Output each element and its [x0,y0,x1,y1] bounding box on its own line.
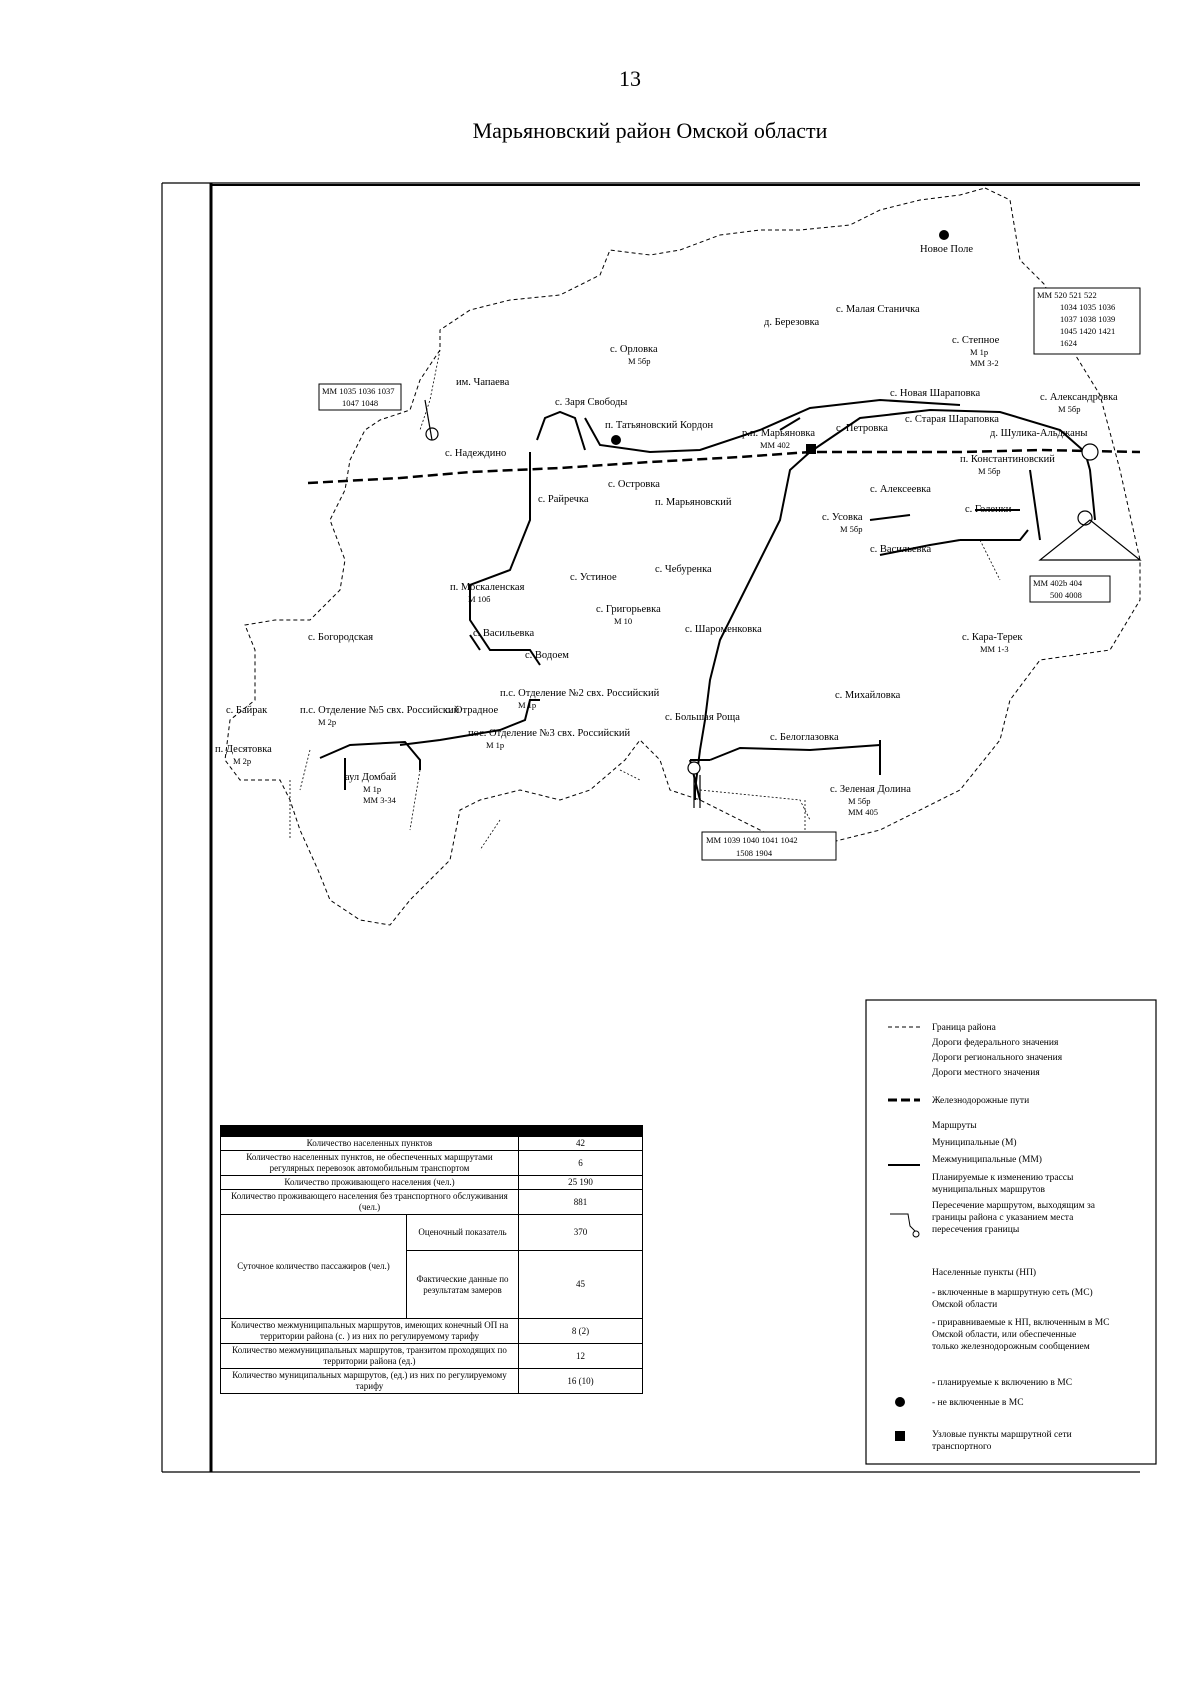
legend-item-np-title: Населенные пункты (НП) [932,1268,1037,1278]
settlement-routes-dombay: М 1р [363,784,382,794]
route-box-e-line-1: ММ 402b 404 [1033,578,1083,588]
settlement-routes-moskalenskaya: М 10б [468,594,491,604]
route-box-s-line-2: 1508 1904 [736,848,773,858]
stat-label: Количество межмуниципальных маршрутов, имеющих конечный ОП на территории района (с. ) из них по регулируемому тарифу [221,1319,519,1344]
table-header-bar [221,1126,643,1137]
stat-value: 16 (10) [519,1369,643,1394]
district-boundary [225,188,1140,925]
settlement-label-sharovenkovka: с. Шароменковка [685,624,762,635]
settlement-label-bolshaya-rossha: с. Большая Роща [665,712,740,723]
legend-item-road-regional: Дороги регионального значения [932,1053,1063,1063]
settlement-label-grigorievka: с. Григорьевка [596,604,661,615]
settlement-label-bogorodskaya: с. Богородская [308,632,374,643]
table-row [221,1137,643,1151]
route-box-ne-line-5: 1624 [1060,338,1077,348]
legend-item-road-local: Дороги местного значения [932,1068,1040,1078]
route-box-nw-line-2: 1047 1048 [342,398,379,408]
stat-value: 8 (2) [519,1319,643,1344]
settlement-routes-uspenka: М 5бр [840,524,863,534]
settlement-label-goreljy: с. Голенки [965,504,1012,515]
settlement-label-tatianovsky: п. Татьяновский Кордон [605,420,714,431]
legend-item-np-not-included: - не включенные в МС [932,1398,1024,1408]
stat-value: 6 [519,1151,643,1176]
route-box-ne [1034,288,1140,354]
legend-item-route-intermunicipal: Межмуниципальные (ММ) [932,1155,1042,1165]
settlement-label-petrovka: с. Петровка [836,423,888,434]
settlement-routes-zelenaya-dolina: М 5бр [848,796,871,806]
route-box-ne-line-2: 1034 1035 1036 [1060,302,1116,312]
settlement-not-included-marker [939,230,949,240]
stat-label: Количество муниципальных маршрутов, (ед.) из них по регулируемому тарифу [221,1369,519,1394]
settlement-routes-stepnoe: М 1р [970,347,989,357]
settlement-label-novoe-pole: Новое Поле [920,244,973,255]
stat-label: Количество межмуниципальных маршрутов, транзитом проходящих по территории района (ед.) [221,1344,519,1369]
settlement-routes-konstantinovka: М 5бр [978,466,1001,476]
settlement-routes-aleksandrovka: М 5бр [1058,404,1081,414]
settlement-label-maryanovka: р.п. Марьяновка [742,428,816,439]
settlement-label-zelenaya-dolina: с. Зеленая Долина [830,784,911,795]
settlement-label-ust-less: с. Устиное [570,572,617,583]
settlement-routes-otd2: М 1р [518,700,537,710]
route-box-nw [319,384,401,410]
route-box-nw-line-1: ММ 1035 1036 1037 [322,386,395,396]
settlement-label-konstantinovka: п. Константиновский [960,454,1055,465]
table-row [221,1215,643,1251]
stat-label: Количество населенных пунктов, не обеспеченных маршрутами регулярных перевозок автомобильным транспортом [221,1151,519,1176]
passenger-sub-value: 370 [519,1215,643,1251]
legend-item-routes-title: Маршруты [932,1121,977,1131]
settlement-routes-orlovka: М 5бр [628,356,651,366]
route-box-ne-line-4: 1045 1420 1421 [1060,326,1116,336]
settlement-label-maryanovsky: п. Марьяновский [655,497,732,508]
settlement-label-shulika: д. Шулика-Альджаны [990,428,1088,439]
settlement-label-mikhaylovka: с. Михайловка [835,690,901,701]
settlement-routes-kara-terek: ММ 1-3 [980,644,1009,654]
legend-item-route-crossing: Пересечение маршрутом, выходящим за границы района с указанием места пересечения границы [932,1201,1095,1235]
settlement-label-zarya-svobody: с. Заря Свободы [555,397,628,408]
settlement-routes-zelenaya-dolina: ММ 405 [848,807,878,817]
settlement-label-desyatovka: п. Десятовка [215,744,272,755]
page-number: 13 [619,66,641,91]
stat-value: 42 [519,1137,643,1151]
settlement-label-vasilevka: с. Васильевка [870,544,932,555]
document-title: Марьяновский район Омской области [472,118,828,143]
settlement-label-otd2: п.с. Отделение №2 свх. Российский [500,688,660,699]
legend-item-road-federal: Дороги федерального значения [932,1038,1059,1048]
table-row [221,1369,643,1394]
statistics-table [220,1125,643,1394]
settlement-label-otd3: пос. Отделение №3 свх. Российский [468,728,631,739]
route-box-ne-line-3: 1037 1038 1039 [1060,314,1116,324]
settlement-routes-otd5: М 2р [318,717,337,727]
table-row [221,1190,643,1215]
passenger-label: Суточное количество пассажиров (чел.) [221,1215,407,1319]
settlement-label-bayrak: с. Байрак [226,705,268,716]
stat-value: 881 [519,1190,643,1215]
settlement-label-otradnoe: с. Отрадное [445,705,499,716]
route-box-e-line-2: 500 4008 [1050,590,1082,600]
settlement-label-alekseevka: с. Алексеевка [870,484,931,495]
table-row [221,1344,643,1369]
stat-value: 25 190 [519,1176,643,1190]
route-box-e [1030,576,1110,602]
table-row [221,1319,643,1344]
settlement-label-aleksandrovka: с. Александровка [1040,392,1118,403]
settlement-label-malaya-stanichka: с. Малая Станичка [836,304,920,315]
table-row [221,1151,643,1176]
settlement-label-rajrechka: с. Райречка [538,494,589,505]
settlement-label-beryozovka: д. Березовка [764,317,820,328]
settlement-routes-grigorievka: М 10 [614,616,633,626]
settlement-label-moskalenskaya: п. Москаленская [450,582,525,593]
settlement-label-ostrovka: с. Островка [608,479,660,490]
legend-item-np-plan-include: - планируемые к включению в МС [932,1378,1073,1388]
stat-value: 12 [519,1344,643,1369]
legend-item-np-planned: - приравниваемые к НП, включенным в МС Омской области, или обеспеченные только железнодорожным сообщением [932,1318,1110,1352]
settlement-routes-desyatovka: М 2р [233,756,252,766]
settlement-label-uspenka: с. Усовка [822,512,863,523]
settlement-label-cheburenka: с. Чебуренка [655,564,712,575]
node-marker [806,444,816,454]
passenger-sub-label: Фактические данные по результатам замеров [407,1251,519,1319]
legend-item-route-planned: Планируемые к изменению трассы муниципальных маршрутов [932,1173,1074,1195]
settlement-routes-dombay: ММ 3-34 [363,795,396,805]
stat-label: Количество населенных пунктов [221,1137,519,1151]
legend-item-boundary: Граница района [932,1023,996,1033]
stat-label: Количество проживающего населения без транспортного обслуживания (чел.) [221,1190,519,1215]
settlement-label-orlovka: с. Орловка [610,344,658,355]
settlement-not-included-marker-2 [611,435,621,445]
route-box-ne-line-1: ММ 520 521 522 [1037,290,1097,300]
legend-item-np-included: - включенные в маршрутную сеть (МС) Омской области [932,1288,1093,1310]
settlement-routes-otd3: М 1р [486,740,505,750]
route-box-s [702,832,836,860]
settlement-label-chapaeva: им. Чапаева [456,377,510,388]
stat-label: Количество проживающего населения (чел.) [221,1176,519,1190]
settlement-routes-maryanovka: ММ 402 [760,440,790,450]
legend-item-nodes: Узловые пункты маршрутной сети транспортного [932,1430,1072,1452]
settlement-labels [215,244,1118,817]
settlement-label-staraya-sharapovka: с. Старая Шараповка [905,414,999,425]
settlement-label-dombay: аул Домбай [345,772,397,783]
table-row [221,1176,643,1190]
settlement-routes-stepnoe: ММ 3-2 [970,358,999,368]
passenger-sub-label: Оценочный показатель [407,1215,519,1251]
legend-item-railway: Железнодорожные пути [932,1096,1030,1106]
legend-item-route-municipal: Муниципальные (М) [932,1138,1017,1148]
settlement-label-vodoya: с. Водоем [525,650,569,661]
settlement-label-stepnoe: с. Степное [952,335,1000,346]
settlement-label-vasilyevka2: с. Васильевка [473,628,535,639]
settlement-label-nadezhdino: с. Надеждино [445,448,507,459]
settlement-label-kara-terek: с. Кара-Терек [962,632,1023,643]
settlement-label-otd5: п.с. Отделение №5 свх. Российский [300,705,460,716]
map-legend [866,1000,1156,1464]
settlement-label-novaya-sharapovka: с. Новая Шараповка [890,388,981,399]
route-box-s-line-1: ММ 1039 1040 1041 1042 [706,835,798,845]
settlement-label-beloglazovka: с. Белоглазовка [770,732,839,743]
passenger-sub-value: 45 [519,1251,643,1319]
